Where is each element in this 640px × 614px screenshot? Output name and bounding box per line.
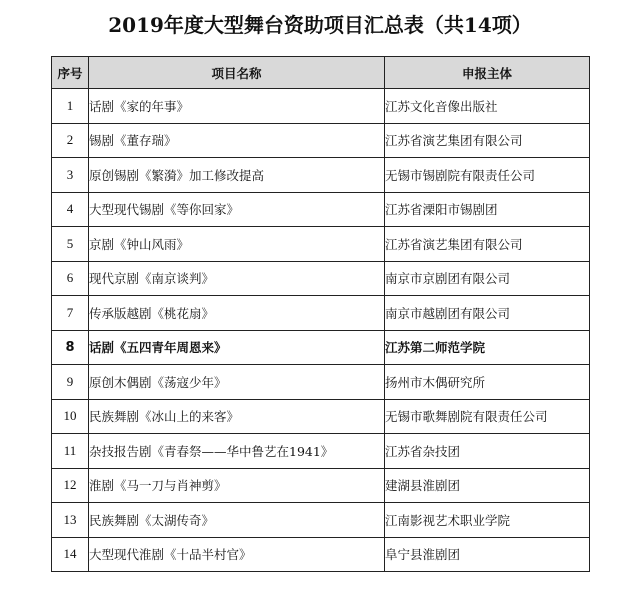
table-row xyxy=(52,227,590,262)
project-table xyxy=(51,56,590,572)
table-row xyxy=(52,330,590,365)
project-name-cell: 原创木偶剧《荡寇少年》 xyxy=(89,365,385,400)
applicant-cell: 无锡市歌舞剧院有限责任公司 xyxy=(385,399,590,434)
project-name-cell: 大型现代锡剧《等你回家》 xyxy=(89,192,385,227)
table-row xyxy=(52,434,590,469)
table-row xyxy=(52,365,590,400)
applicant-cell: 扬州市木偶研究所 xyxy=(385,365,590,400)
applicant-cell: 江苏文化音像出版社 xyxy=(385,89,590,124)
row-number: 6 xyxy=(52,261,89,296)
table-row xyxy=(52,192,590,227)
row-number: 14 xyxy=(52,537,89,572)
applicant-cell: 江苏第二师范学院 xyxy=(385,330,590,365)
header-number: 序号 xyxy=(52,57,89,89)
table-row xyxy=(52,468,590,503)
row-number: 7 xyxy=(52,296,89,331)
row-number: 1 xyxy=(52,89,89,124)
applicant-cell: 南京市越剧团有限公司 xyxy=(385,296,590,331)
project-name-cell: 淮剧《马一刀与肖神剪》 xyxy=(89,468,385,503)
project-name-cell: 锡剧《董存瑞》 xyxy=(89,123,385,158)
row-number: 2 xyxy=(52,123,89,158)
header-applicant: 申报主体 xyxy=(385,57,590,89)
table-header-row xyxy=(52,57,590,89)
project-name-cell: 传承版越剧《桃花扇》 xyxy=(89,296,385,331)
table-row xyxy=(52,537,590,572)
project-name-cell: 话剧《五四青年周恩来》 xyxy=(89,330,385,365)
applicant-cell: 江南影视艺术职业学院 xyxy=(385,503,590,538)
applicant-cell: 江苏省演艺集团有限公司 xyxy=(385,123,590,158)
row-number: 8 xyxy=(52,330,89,365)
header-project-name: 项目名称 xyxy=(89,57,385,89)
applicant-cell: 建湖县淮剧团 xyxy=(385,468,590,503)
row-number: 4 xyxy=(52,192,89,227)
applicant-cell: 无锡市锡剧院有限责任公司 xyxy=(385,158,590,193)
applicant-cell: 江苏省溧阳市锡剧团 xyxy=(385,192,590,227)
row-number: 12 xyxy=(52,468,89,503)
table-row xyxy=(52,399,590,434)
project-name-cell: 民族舞剧《太湖传奇》 xyxy=(89,503,385,538)
applicant-cell: 江苏省杂技团 xyxy=(385,434,590,469)
row-number: 10 xyxy=(52,399,89,434)
row-number: 13 xyxy=(52,503,89,538)
project-name-cell: 杂技报告剧《青春祭——华中鲁艺在1941》 xyxy=(89,434,385,469)
row-number: 3 xyxy=(52,158,89,193)
applicant-cell: 江苏省演艺集团有限公司 xyxy=(385,227,590,262)
table-row xyxy=(52,89,590,124)
table-row xyxy=(52,296,590,331)
project-name-cell: 现代京剧《南京谈判》 xyxy=(89,261,385,296)
applicant-cell: 南京市京剧团有限公司 xyxy=(385,261,590,296)
row-number: 5 xyxy=(52,227,89,262)
row-number: 11 xyxy=(52,434,89,469)
table-row xyxy=(52,503,590,538)
table-row xyxy=(52,261,590,296)
table-row xyxy=(52,158,590,193)
project-name-cell: 大型现代淮剧《十品半村官》 xyxy=(89,537,385,572)
table-row xyxy=(52,123,590,158)
document-title: 2019年度大型舞台资助项目汇总表（共14项） xyxy=(108,13,532,37)
project-name-cell: 话剧《家的年事》 xyxy=(89,89,385,124)
project-name-cell: 民族舞剧《冰山上的来客》 xyxy=(89,399,385,434)
applicant-cell: 阜宁县淮剧团 xyxy=(385,537,590,572)
row-number: 9 xyxy=(52,365,89,400)
project-name-cell: 京剧《钟山风雨》 xyxy=(89,227,385,262)
project-name-cell: 原创锡剧《繁漪》加工修改提高 xyxy=(89,158,385,193)
table-body xyxy=(52,89,590,572)
